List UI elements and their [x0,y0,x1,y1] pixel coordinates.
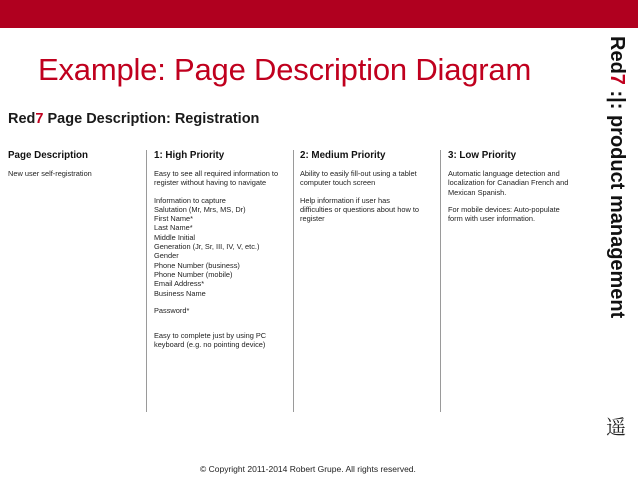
text-line: Email Address* [154,279,205,289]
text-block [300,196,435,224]
text-line: Phone Number (mobile) [154,269,233,279]
seal-icon: 遥 [606,415,626,439]
text-line: keyboard (e.g. no pointing device) [154,340,266,350]
text-line: Business Name [154,288,206,298]
text-line: Phone Number (business) [154,260,240,270]
priority-grid [0,150,582,412]
copyright-footer: © Copyright 2011-2014 Robert Grupe. All rights reserved. [200,464,416,474]
column-divider [293,150,294,412]
column-medium-priority [300,150,435,412]
text-block [154,331,289,350]
text-block [154,169,289,188]
document-heading [8,111,259,127]
heading-red: Red [8,111,36,127]
text-line: First Name* [154,214,194,224]
column-divider [440,150,441,412]
column-header: Page Description [8,150,89,161]
text-block [448,169,582,197]
text-block [154,306,289,315]
brand-logo-text [602,36,632,388]
text-line: register [300,214,325,224]
column-header: 1: High Priority [154,150,225,161]
brand-tagline: :|: product management [606,84,628,319]
text-line: form with user information. [448,214,536,224]
side-brand [602,36,632,388]
text-line: computer touch screen [300,178,376,188]
text-line: For mobile devices: Auto-populate [448,204,560,214]
column-header: 3: Low Priority [448,150,517,161]
text-line: Mexican Spanish. [448,187,507,197]
text-line: Middle Initial [154,232,196,242]
text-line: New user self-registration [8,169,92,178]
text-line: Automatic language detection and [448,169,560,178]
text-line: difficulties or questions about how to [300,204,420,214]
text-block [448,205,582,224]
text-line: register without having to navigate [154,178,267,188]
text-block [300,169,435,188]
text-line: Easy to see all required information to [154,169,279,178]
text-line: Easy to complete just by using PC [154,331,267,341]
text-block [154,196,289,298]
text-line: Generation (Jr, Sr, III, IV, V, etc.) [154,242,260,252]
column-divider [146,150,147,412]
text-line: Help information if user has [300,195,390,205]
text-line: localization for Canadian French and [448,178,569,188]
heading-text: Page Description: Registration [43,111,260,127]
brand-red: Red [606,36,628,74]
column-low-priority [448,150,582,412]
text-block [8,169,143,178]
heading-seven: 7 [35,111,44,127]
top-accent-bar [0,0,638,28]
text-line: Password* [154,305,190,315]
text-line: Salutation (Mr, Mrs, MS, Dr) [154,204,246,214]
column-page-description [8,150,143,412]
column-high-priority [154,150,289,412]
slide-title: Example: Page Description Diagram [38,52,532,87]
text-line: Gender [154,251,179,261]
text-line: Ability to easily fill-out using a tablet [300,169,417,178]
text-line: Last Name* [154,223,193,233]
brand-seven: 7 [606,73,628,85]
column-header: 2: Medium Priority [300,150,386,161]
text-line: Information to capture [154,195,226,205]
